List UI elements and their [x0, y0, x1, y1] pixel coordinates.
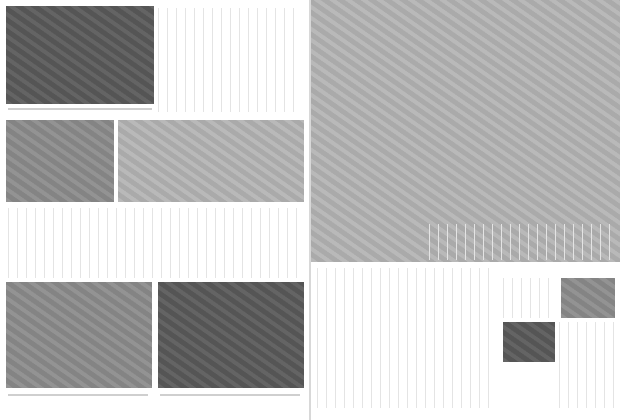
profile-text — [503, 278, 557, 318]
photo-field-fishing — [311, 0, 620, 262]
photo-kid-with-net — [158, 282, 304, 388]
right-page — [311, 0, 620, 420]
column-text — [559, 322, 615, 408]
photo-child-fishing — [6, 120, 114, 202]
body-text-column — [317, 268, 497, 408]
caption-placeholder — [8, 108, 152, 110]
caption-placeholder — [160, 394, 300, 396]
photo-small-fish — [503, 322, 555, 362]
left-page — [0, 0, 309, 420]
lead-text — [429, 224, 615, 260]
photo-rocky-stream — [6, 6, 154, 104]
photo-profile — [561, 278, 615, 318]
photo-riverbank — [118, 120, 304, 202]
caption-placeholder — [8, 394, 148, 396]
photo-kids-in-grass — [6, 282, 152, 388]
body-text-column — [8, 208, 304, 278]
body-text-column — [158, 8, 302, 112]
